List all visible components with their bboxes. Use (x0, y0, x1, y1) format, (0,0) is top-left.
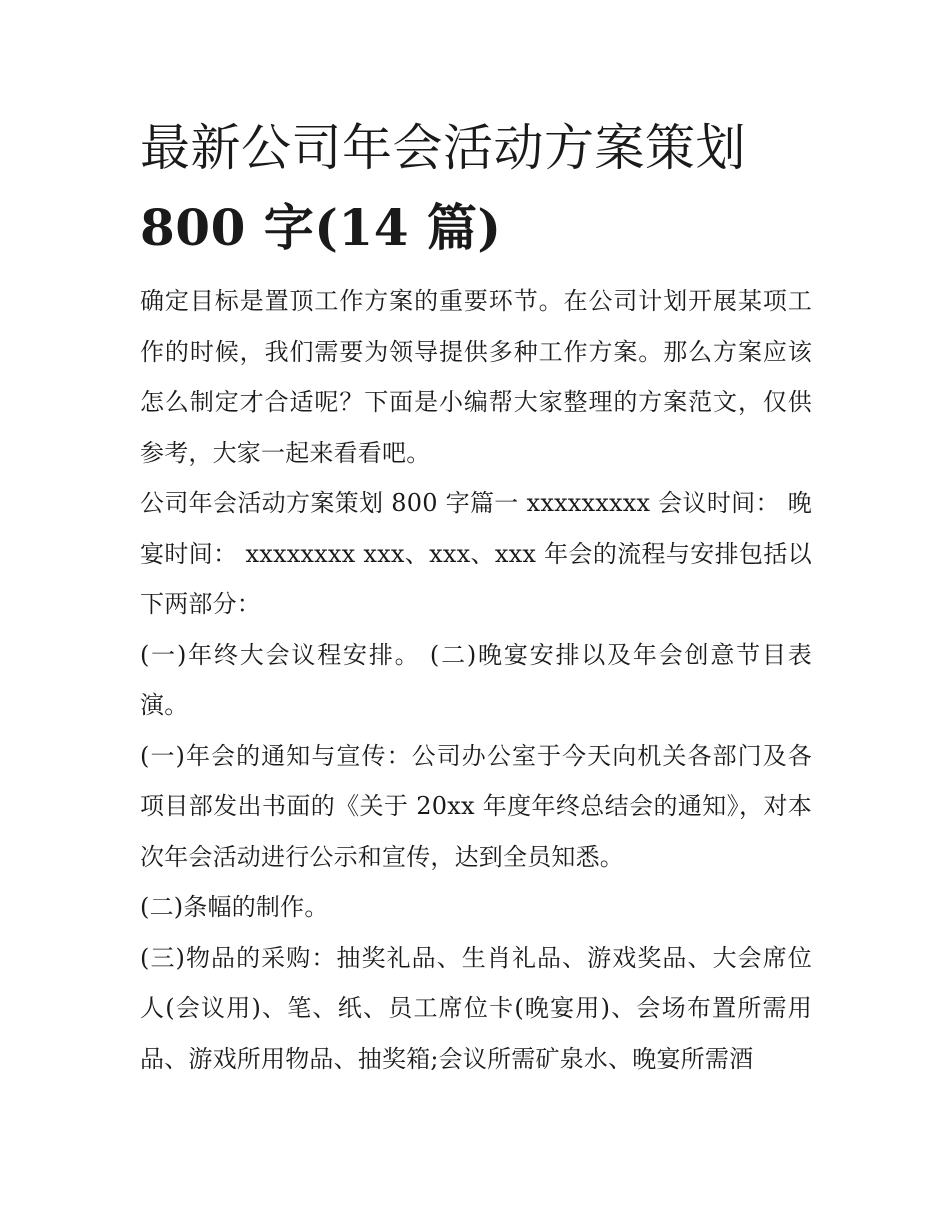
title-line-1: 最新公司年会活动方案策划 (140, 119, 746, 177)
paragraph-meeting-info: 公司年会活动方案策划 800 字篇一 xxxxxxxxx 会议时间： 晚宴时间： xxxxxxxx xxx、xxx、xxx 年会的流程与安排包括以下两部分： (140, 489, 812, 618)
intro-paragraph: 确定目标是置顶工作方案的重要环节。在公司计划开展某项工作的时候，我们需要为领导提供多种工作方案。那么方案应该怎么制定才合适呢？下面是小编帮大家整理的方案范文，仅供参考，大家一起来看看吧。 (140, 287, 812, 467)
document-title (140, 108, 820, 268)
paragraph-notice: (一)年会的通知与宣传：公司办公室于今天向机关各部门及各项目部发出书面的《关于 20xx 年度年终总结会的通知》，对本次年会活动进行公示和宣传，达到全员知悉。 (140, 741, 812, 871)
paragraph-banner: (二)条幅的制作。 (140, 893, 329, 921)
paragraph-purchasing: (三)物品的采购：抽奖礼品、生肖礼品、游戏奖品、大会席位人(会议用)、笔、纸、员工席位卡(晚宴用)、会场布置所需用品、游戏所用物品、抽奖箱;会议所需矿泉水、晚宴所需酒 (140, 943, 812, 1073)
title-line-2: 800 字(14 篇) (140, 198, 502, 257)
document-body (140, 276, 812, 1084)
paragraph-agenda-overview: (一)年终大会议程安排。 (二)晚宴安排以及年会创意节目表演。 (140, 640, 812, 719)
